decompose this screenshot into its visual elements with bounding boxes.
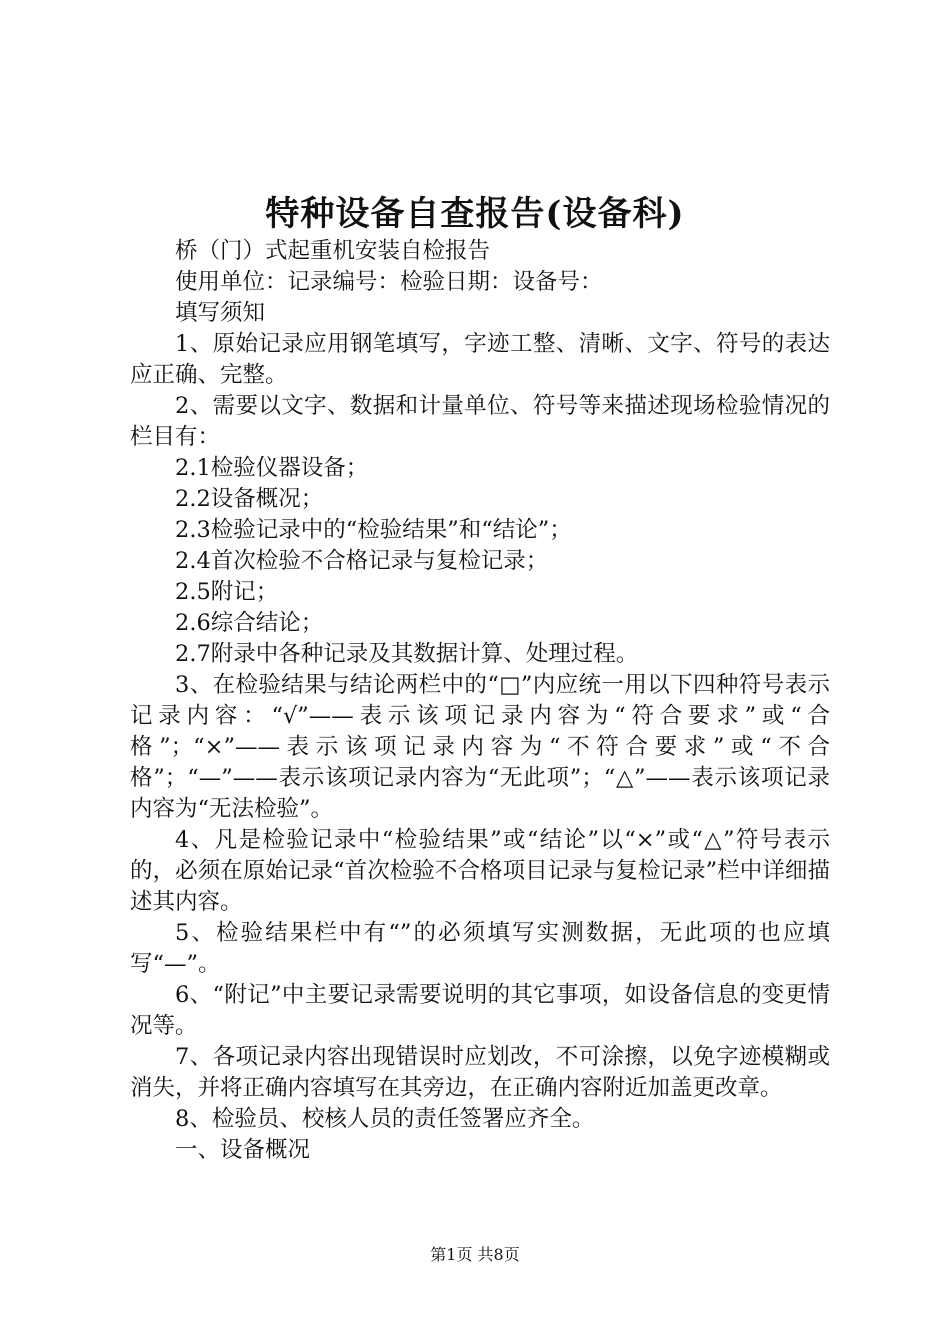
paragraph-item-2-3: 2.3检验记录中的“检验结果”和“结论”； bbox=[175, 517, 572, 543]
paragraph-item-3: 3、在检验结果与结论两栏中的“□”内应统一用以下四种符号表示记录内容：“√”——表示该项记录内容为“符合要求”或“合格”；“×”——表示该项记录内容为“不符合要求”或“不合格”；“—”——表示该项记录内容为“无此项”；“△”——表示该项记录内容为“无法检验”。 bbox=[130, 672, 830, 822]
paragraph-item-6: 6、“附记”中主要记录需要说明的其它事项，如设备信息的变更情况等。 bbox=[130, 982, 830, 1039]
paragraph-item-2-5: 2.5附记； bbox=[175, 579, 279, 605]
paragraph-item-1: 1、原始记录应用钢笔填写，字迹工整、清晰、文字、符号的表达应正确、完整。 bbox=[130, 331, 830, 388]
paragraph-item-2-1: 2.1检验仪器设备； bbox=[175, 455, 369, 481]
paragraph-instructions-heading: 填写须知 bbox=[175, 300, 266, 326]
paragraph-item-2-4: 2.4首次检验不合格记录与复检记录； bbox=[175, 548, 549, 574]
paragraph-item-8: 8、检验员、校核人员的责任签署应齐全。 bbox=[175, 1106, 595, 1132]
paragraph-item-7: 7、各项记录内容出现错误时应划改，不可涂擦，以免字迹模糊或消失，并将正确内容填写在其旁边，在正确内容附近加盖更改章。 bbox=[130, 1044, 830, 1101]
paragraph-item-2-7: 2.7附录中各种记录及其数据计算、处理过程。 bbox=[175, 641, 639, 667]
section-heading-equipment-overview: 一、设备概况 bbox=[175, 1137, 311, 1163]
paragraph-header-fields: 使用单位：记录编号：检验日期：设备号： bbox=[175, 269, 603, 295]
paragraph-item-5: 5、检验结果栏中有“”的必须填写实测数据，无此项的也应填写“—”。 bbox=[130, 920, 830, 977]
paragraph-item-2: 2、需要以文字、数据和计量单位、符号等来描述现场检验情况的栏目有： bbox=[130, 393, 830, 450]
paragraph-item-4: 4、凡是检验记录中“检验结果”或“结论”以“×”或“△”符号表示的，必须在原始记录“首次检验不合格项目记录与复检记录”栏中详细描述其内容。 bbox=[130, 827, 830, 915]
document-title: 特种设备自查报告(设备科) bbox=[265, 194, 685, 234]
document-body bbox=[130, 236, 830, 1166]
page-footer: 第1页 共8页 bbox=[430, 1245, 520, 1264]
paragraph-item-2-2: 2.2设备概况； bbox=[175, 486, 324, 512]
paragraph-item-2-6: 2.6综合结论； bbox=[175, 610, 324, 636]
paragraph-subtitle: 桥（门）式起重机安装自检报告 bbox=[175, 238, 491, 264]
